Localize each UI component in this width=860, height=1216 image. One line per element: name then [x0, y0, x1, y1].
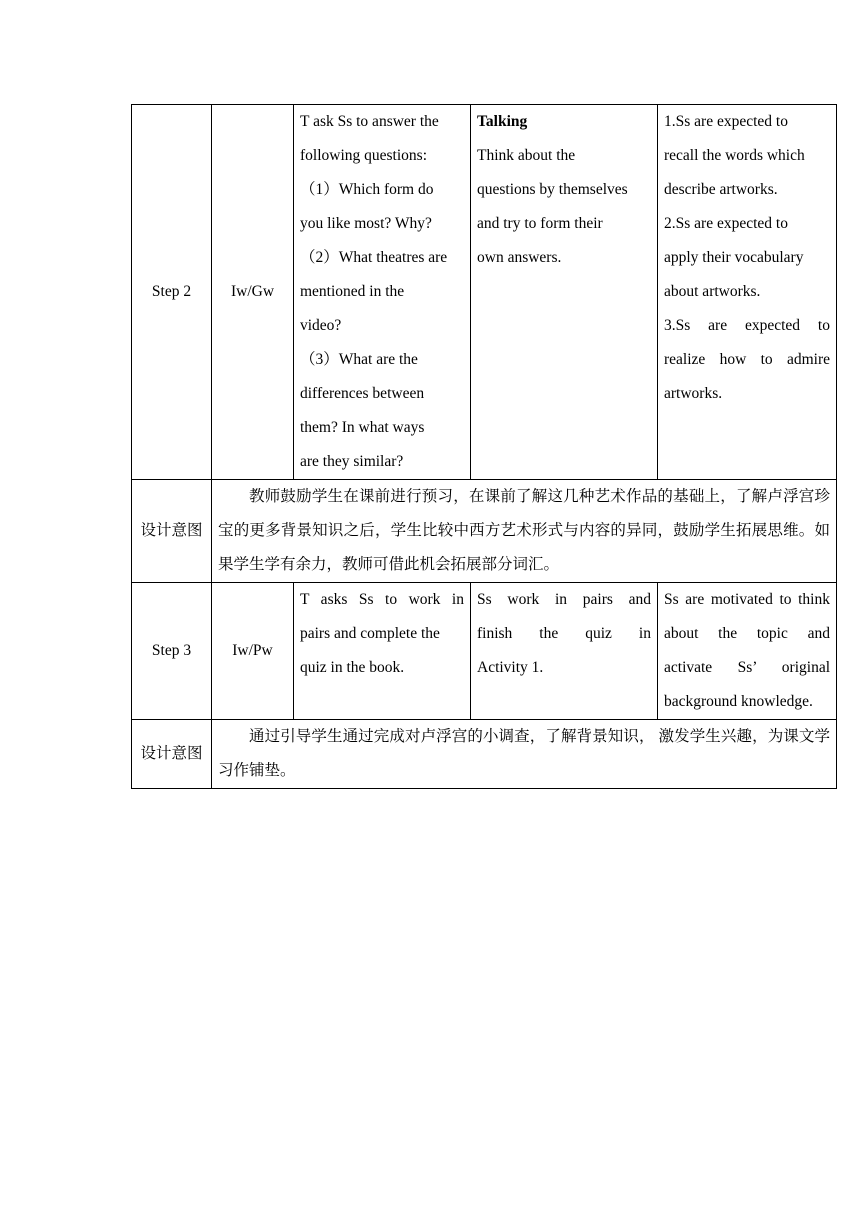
text-line: following questions:: [300, 147, 428, 164]
step2-step-cell: Step 2: [132, 105, 212, 480]
step2-student-activity: [471, 105, 658, 480]
text-line: Activity 1.: [477, 659, 544, 676]
student-activity-title: Talking: [477, 113, 528, 130]
intent2-label: 设计意图: [132, 720, 212, 789]
text-line: 1.Ss are expected to: [664, 113, 788, 130]
intent1-label: 设计意图: [132, 480, 212, 583]
intent2-text: 通过引导学生通过完成对卢浮宫的小调查，了解背景知识， 激发学生兴趣，为课文学习作铺垫。: [218, 728, 830, 779]
text-line: recall the words which: [664, 147, 805, 164]
text-line: finish the quiz in: [477, 625, 651, 642]
text-line: Ss are motivated to think: [664, 591, 830, 608]
text-line: artworks.: [664, 385, 723, 402]
text-line: （1）Which form do: [300, 181, 434, 198]
text-line: and try to form their: [477, 215, 603, 232]
text-line: （3）What are the: [300, 351, 418, 368]
text-line: quiz in the book.: [300, 659, 405, 676]
text-line: pairs and complete the: [300, 625, 440, 642]
text-line: activate Ss’ original: [664, 659, 830, 676]
text-line: about the topic and: [664, 625, 830, 642]
step2-purpose: [658, 105, 837, 480]
text-line: differences between: [300, 385, 425, 402]
lesson-plan-table: [131, 104, 837, 789]
text-line: （2）What theatres are: [300, 249, 448, 266]
text-line: apply their vocabulary: [664, 249, 804, 266]
intent2-text-cell: [212, 720, 837, 789]
text-line: background knowledge.: [664, 693, 813, 710]
step3-purpose: [658, 583, 837, 720]
text-line: T ask Ss to answer the: [300, 113, 439, 130]
step3-mode-cell: Iw/Pw: [212, 583, 294, 720]
intent1-row: [132, 480, 837, 583]
intent1-text-cell: [212, 480, 837, 583]
step2-row: [132, 105, 837, 480]
intent2-row: [132, 720, 837, 789]
step3-row: [132, 583, 837, 720]
text-line: Ss work in pairs and: [477, 591, 651, 608]
text-line: 3.Ss are expected to: [664, 317, 830, 334]
text-line: video?: [300, 317, 342, 334]
text-line: realize how to admire: [664, 351, 830, 368]
text-line: 2.Ss are expected to: [664, 215, 788, 232]
intent1-text: 教师鼓励学生在课前进行预习，在课前了解这几种艺术作品的基础上，了解卢浮宫珍宝的更多背景知识之后，学生比较中西方艺术形式与内容的异同，鼓励学生拓展思维。如果学生学有余力，教师可借此机会拓展部分词汇。: [218, 488, 830, 573]
step3-teacher-activity: [294, 583, 471, 720]
text-line: T asks Ss to work in: [300, 591, 464, 608]
text-line: own answers.: [477, 249, 562, 266]
text-line: you like most? Why?: [300, 215, 432, 232]
text-line: about artworks.: [664, 283, 761, 300]
text-line: describe artworks.: [664, 181, 778, 198]
step3-student-activity: [471, 583, 658, 720]
text-line: Think about the: [477, 147, 576, 164]
text-line: mentioned in the: [300, 283, 405, 300]
text-line: questions by themselves: [477, 181, 628, 198]
text-line: are they similar?: [300, 453, 404, 470]
text-line: them? In what ways: [300, 419, 425, 436]
step3-step-cell: Step 3: [132, 583, 212, 720]
step2-mode-cell: Iw/Gw: [212, 105, 294, 480]
step2-teacher-activity: [294, 105, 471, 480]
